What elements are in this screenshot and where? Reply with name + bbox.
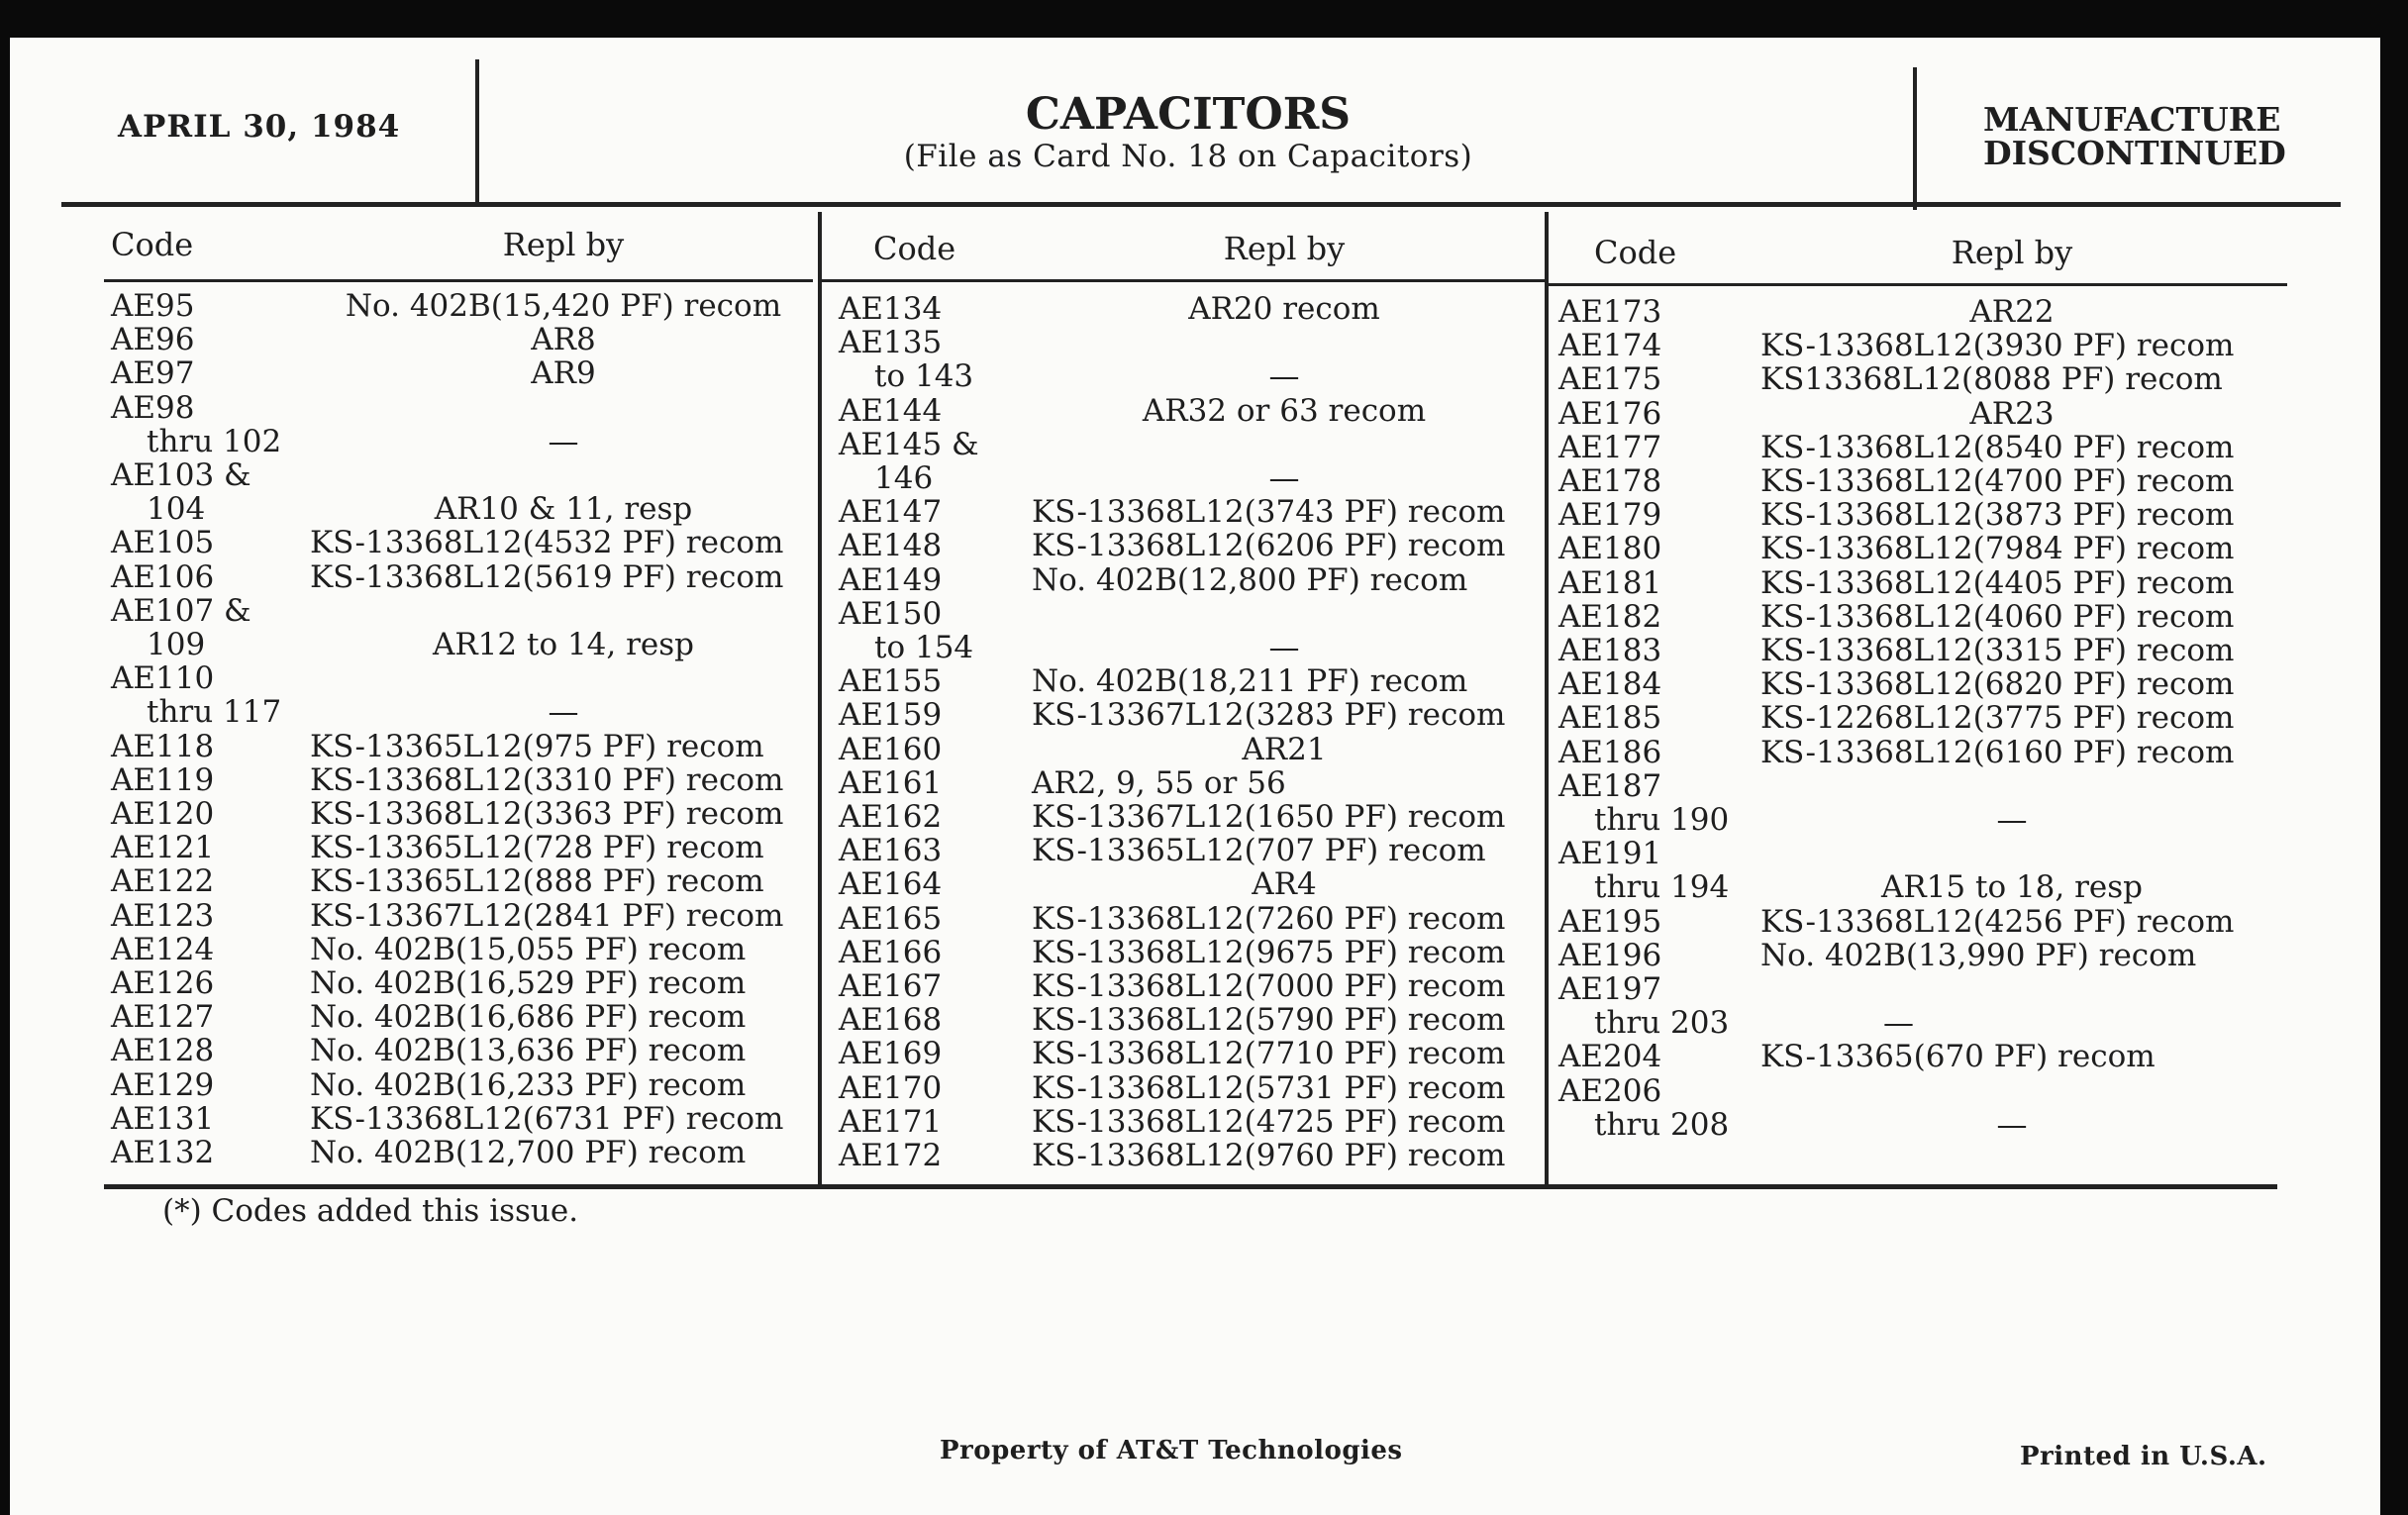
code-cell: AE134 [839, 291, 943, 327]
code-cell: AE148 [839, 528, 943, 564]
code-cell: AE129 [111, 1066, 215, 1103]
code-cell: AE147 [839, 494, 943, 531]
replacement-cell: AR8 [531, 322, 596, 358]
replacement-cell: KS-13368L12(3315 PF) recom [1760, 633, 2235, 668]
code-cell: AE185 [1558, 700, 1662, 737]
replacement-cell: No. 402B(18,211 PF) recom [1032, 663, 1468, 700]
replacement-cell: KS-13368L12(5790 PF) recom [1032, 1002, 1506, 1039]
replacement-cell: No. 402B(12,800 PF) recom [1032, 561, 1468, 598]
code-cell: AE167 [839, 968, 943, 1004]
replacement-cell: AR12 to 14, resp [432, 627, 695, 662]
code-cell: AE105 [111, 525, 215, 561]
code-cell: thru 194 [1594, 869, 1730, 906]
page-title: CAPACITORS [1025, 89, 1352, 140]
code-cell: AE165 [839, 900, 943, 937]
code-cell: AE121 [111, 830, 215, 866]
replacement-cell: KS-13368L12(6731 PF) recom [310, 1100, 784, 1137]
footer-printed: Printed in U.S.A. [2020, 1442, 2267, 1471]
code-cell: AE119 [111, 761, 215, 798]
code-cell: AE169 [839, 1036, 943, 1072]
code-cell: AE118 [111, 728, 215, 764]
replacement-cell: KS-13368L12(3743 PF) recom [1032, 494, 1506, 531]
replacement-cell: AR22 [1969, 294, 2055, 330]
code-cell: 109 [147, 627, 206, 662]
code-cell: thru 203 [1594, 1005, 1730, 1042]
replacement-cell: No. 402B(16,686 PF) recom [310, 999, 747, 1036]
code-cell: 104 [147, 491, 206, 528]
code-cell: AE197 [1558, 971, 1662, 1007]
code-cell: AE124 [111, 931, 215, 967]
code-cell: thru 117 [147, 694, 282, 731]
replacement-cell: KS-13368L12(5731 PF) recom [1032, 1069, 1506, 1106]
replacement-cell: AR4 [1252, 866, 1317, 903]
reference-card [10, 38, 2380, 1515]
replacement-cell: KS-13368L12(4060 PF) recom [1760, 598, 2235, 635]
replacement-cell: KS-13368L12(3363 PF) recom [310, 796, 784, 832]
code-cell: AE163 [839, 833, 943, 869]
code-header: Code [111, 226, 194, 263]
page-subtitle: (File as Card No. 18 on Capacitors) [903, 139, 1473, 174]
replacement-cell: KS-13365L12(707 PF) recom [1032, 833, 1486, 869]
replacement-cell: KS-13368L12(7000 PF) recom [1032, 968, 1506, 1004]
code-cell: AE166 [839, 934, 943, 970]
replacement-cell: KS-13368L12(4532 PF) recom [310, 525, 784, 561]
replacement-cell: KS-13368L12(6206 PF) recom [1032, 528, 1506, 564]
code-cell: thru 190 [1594, 802, 1730, 838]
replacement-cell: KS-13368L12(5619 PF) recom [310, 558, 784, 595]
code-cell: AE170 [839, 1069, 943, 1106]
code-cell: AE179 [1558, 497, 1662, 534]
code-cell: to 143 [874, 358, 974, 395]
code-cell: AE186 [1558, 734, 1662, 770]
replacement-cell: KS-13367L12(2841 PF) recom [310, 897, 784, 934]
code-cell: AE131 [111, 1100, 215, 1137]
replacement-cell: KS-13367L12(3283 PF) recom [1032, 697, 1506, 734]
replacement-cell: — [1268, 358, 1300, 395]
issue-date: APRIL 30, 1984 [118, 109, 401, 145]
replacement-cell: KS-13368L12(4405 PF) recom [1760, 564, 2235, 601]
code-cell: AE164 [839, 866, 943, 903]
code-cell: AE122 [111, 863, 215, 900]
replacement-cell: KS-13368L12(6820 PF) recom [1760, 666, 2235, 703]
replacement-cell: AR10 & 11, resp [434, 491, 693, 528]
footer-property: Property of AT&T Technologies [940, 1436, 1403, 1465]
code-cell: AE176 [1558, 395, 1662, 432]
replacement-cell: KS-13368L12(7984 PF) recom [1760, 531, 2235, 567]
replacement-cell: No. 402B(12,700 PF) recom [310, 1135, 747, 1170]
replacement-cell: AR21 [1242, 731, 1327, 767]
code-cell: AE95 [111, 288, 195, 324]
replacement-cell: KS-13368L12(9760 PF) recom [1032, 1138, 1506, 1173]
code-cell: AE174 [1558, 328, 1662, 364]
header-underline [1549, 283, 2287, 286]
code-cell: AE150 [839, 595, 943, 632]
code-cell: thru 102 [147, 423, 282, 459]
code-header: Code [873, 230, 956, 267]
header-rule [61, 202, 2341, 207]
replacement-cell: — [1268, 630, 1300, 665]
replacement-cell: KS-13365L12(728 PF) recom [310, 830, 764, 866]
replacement-cell: KS-13368L12(4700 PF) recom [1760, 463, 2235, 499]
replacement-cell: KS-13368L12(6160 PF) recom [1760, 734, 2235, 770]
replacement-cell: No. 402B(13,990 PF) recom [1760, 937, 2197, 973]
replacement-cell: AR15 to 18, resp [1880, 869, 2144, 906]
code-cell: AE187 [1558, 767, 1662, 804]
code-cell: AE120 [111, 796, 215, 832]
replacement-cell: AR20 recom [1188, 291, 1380, 327]
code-cell: thru 208 [1594, 1106, 1730, 1143]
code-cell: AE206 [1558, 1072, 1662, 1109]
code-cell: AE149 [839, 561, 943, 598]
replacement-cell: AR32 or 63 recom [1142, 392, 1427, 429]
code-cell: AE97 [111, 355, 195, 392]
code-cell: AE132 [111, 1135, 215, 1170]
code-cell: AE171 [839, 1103, 943, 1140]
code-cell: AE127 [111, 999, 215, 1036]
replacement-cell: KS-13368L12(7260 PF) recom [1032, 900, 1506, 937]
code-cell: AE110 [111, 660, 215, 697]
code-cell: AE126 [111, 965, 215, 1001]
header-divider-right [1913, 67, 1917, 210]
code-cell: AE106 [111, 558, 215, 595]
code-cell: AE161 [839, 764, 943, 801]
code-cell: AE175 [1558, 361, 1662, 398]
replacement-cell: KS-13365L12(975 PF) recom [310, 728, 764, 764]
replacement-cell: KS-13368L12(7710 PF) recom [1032, 1036, 1506, 1072]
code-cell: AE178 [1558, 463, 1662, 499]
code-cell: AE144 [839, 392, 943, 429]
code-cell: AE96 [111, 322, 195, 358]
header-underline [104, 279, 813, 282]
code-cell: AE204 [1558, 1039, 1662, 1075]
code-cell: AE195 [1558, 903, 1662, 940]
code-cell: to 154 [874, 630, 974, 665]
replacement-cell: No. 402B(15,420 PF) recom [345, 288, 782, 324]
status-line-2: DISCONTINUED [1983, 134, 2286, 172]
replacement-cell: KS-13368L12(3310 PF) recom [310, 761, 784, 798]
status-line-1: MANUFACTURE [1983, 100, 2281, 139]
code-cell: AE191 [1558, 836, 1662, 872]
repl-header: Repl by [1223, 230, 1346, 267]
code-cell: AE168 [839, 1002, 943, 1039]
replacement-cell: AR23 [1969, 395, 2055, 432]
replacement-cell: No. 402B(13,636 PF) recom [310, 1033, 747, 1069]
replacement-cell: KS-13368L12(8540 PF) recom [1760, 429, 2235, 465]
code-cell: AE128 [111, 1033, 215, 1069]
replacement-cell: — [1883, 1005, 1914, 1042]
code-cell: AE182 [1558, 598, 1662, 635]
code-cell: AE98 [111, 389, 195, 426]
footnote: (*) Codes added this issue. [162, 1193, 579, 1229]
code-cell: AE162 [839, 799, 943, 835]
code-cell: AE145 & [839, 426, 979, 462]
replacement-cell: No. 402B(16,529 PF) recom [310, 965, 747, 1001]
repl-header: Repl by [1951, 234, 2073, 271]
column-divider [818, 212, 822, 1186]
code-cell: AE180 [1558, 531, 1662, 567]
code-cell: AE181 [1558, 564, 1662, 601]
code-cell: AE184 [1558, 666, 1662, 703]
code-cell: AE107 & [111, 592, 251, 629]
status-label [1983, 100, 2286, 172]
replacement-cell: KS-13365L12(888 PF) recom [310, 863, 764, 900]
code-cell: AE155 [839, 663, 943, 700]
replacement-cell: KS-13368L12(3873 PF) recom [1760, 497, 2235, 534]
replacement-cell: — [1268, 460, 1300, 496]
replacement-cell: KS-13367L12(1650 PF) recom [1032, 799, 1506, 835]
replacement-cell: KS13368L12(8088 PF) recom [1760, 361, 2223, 398]
code-cell: AE159 [839, 697, 943, 734]
table-bottom-rule [104, 1184, 2277, 1189]
code-cell: 146 [874, 460, 934, 496]
header-underline [822, 279, 1549, 282]
replacement-cell: AR9 [531, 355, 596, 392]
code-header: Code [1594, 234, 1677, 271]
replacement-cell: KS-13365(670 PF) recom [1760, 1039, 2156, 1075]
replacement-cell: KS-13368L12(3930 PF) recom [1760, 328, 2235, 364]
replacement-cell: KS-13368L12(4725 PF) recom [1032, 1103, 1506, 1140]
replacement-cell: KS-13368L12(4256 PF) recom [1760, 903, 2235, 940]
code-cell: AE177 [1558, 429, 1662, 465]
replacement-cell: — [1996, 802, 2028, 838]
code-cell: AE196 [1558, 937, 1662, 973]
replacement-cell: No. 402B(16,233 PF) recom [310, 1066, 747, 1103]
code-cell: AE135 [839, 325, 943, 361]
replacement-cell: KS-12268L12(3775 PF) recom [1760, 700, 2235, 737]
replacement-cell: AR2, 9, 55 or 56 [1032, 764, 1286, 801]
replacement-cell: No. 402B(15,055 PF) recom [310, 931, 747, 967]
repl-header: Repl by [502, 226, 625, 263]
code-cell: AE172 [839, 1138, 943, 1173]
replacement-cell: — [548, 423, 579, 459]
replacement-cell: — [548, 694, 579, 731]
replacement-cell: KS-13368L12(9675 PF) recom [1032, 934, 1506, 970]
code-cell: AE183 [1558, 633, 1662, 668]
code-cell: AE173 [1558, 294, 1662, 330]
code-cell: AE160 [839, 731, 943, 767]
replacement-cell: — [1996, 1106, 2028, 1143]
code-cell: AE103 & [111, 457, 251, 493]
column-divider [1545, 212, 1549, 1186]
code-cell: AE123 [111, 897, 215, 934]
